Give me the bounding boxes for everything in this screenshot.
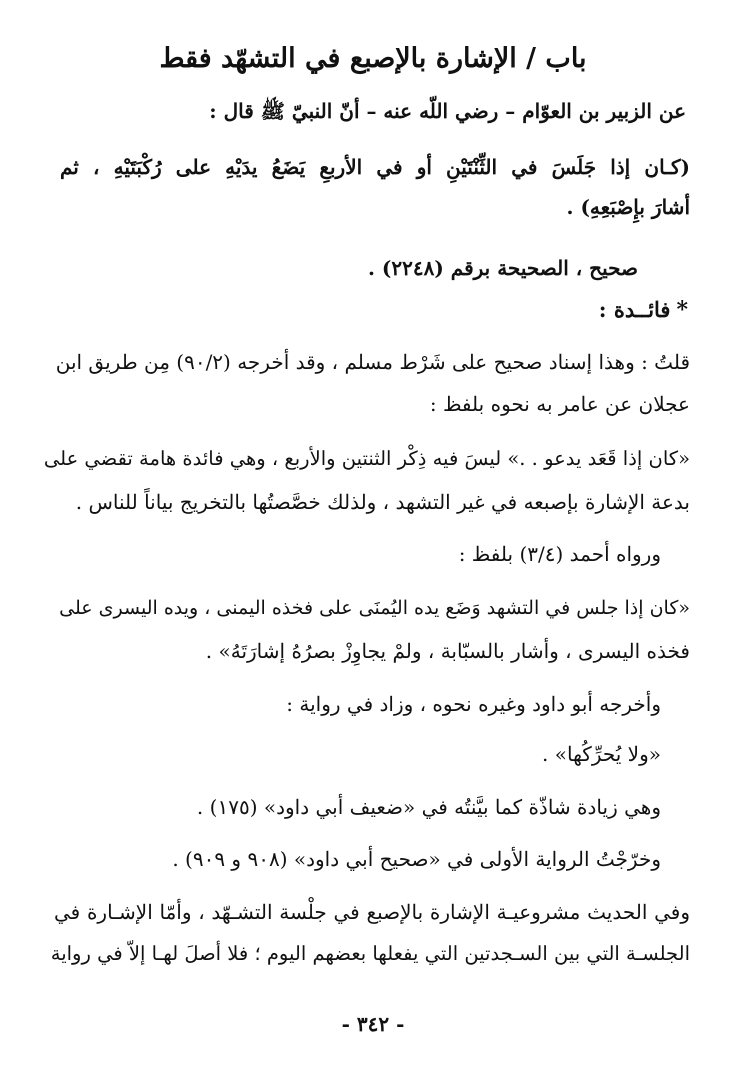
asterisk-icon: *: [676, 297, 688, 323]
hadith-text-line-2: أشارَ بإِصْبَعِهِ) .: [566, 195, 690, 219]
benefit-line: ورواه أحمد (٣/٤) بلفظ :: [458, 542, 661, 566]
chapter-title: باب / الإشارة بالإصبع في التشهّد فقط: [159, 43, 587, 74]
benefit-heading-row: [599, 296, 688, 324]
hadith-grading: صحيح ، الصحيحة برقم (٢٢٤٨) .: [367, 256, 638, 280]
page-number: - ٣٤٢ -: [341, 1012, 405, 1036]
benefit-line: «كان إذا قَعَد يدعو . .» ليسَ فيه ذِكْر الثنتين والأربع ، وهي فائدة هامة تقضي على: [43, 447, 690, 470]
benefit-line: عجلان عن عامر به نحوه بلفظ :: [429, 392, 690, 416]
benefit-line: وأخرجه أبو داود وغيره نحوه ، وزاد في رواية :: [286, 692, 661, 716]
benefit-line: بدعة الإشارة بإصبعه في غير التشهد ، ولذلك خصَّصتُها بالتخريج بياناً للناس .: [75, 490, 690, 514]
hadith-text-line-1: (كـان إذا جَلَسَ في الثِّنْتَيْنِ أو في الأربعِ يَضَعُ يدَيْهِ على رُكْبَتَيْهِ ، ثم: [60, 155, 690, 179]
benefit-line: فخذه اليسرى ، وأشار بالسبّابة ، ولمْ يجاوِزْ بصرُهُ إشارَتَهُ» .: [205, 639, 690, 663]
benefit-line: وفي الحديث مشروعيـة الإشارة بالإصبع في جلْسة التشـهّد ، وأمّا الإشـارة في: [54, 900, 690, 924]
benefit-line: قلتُ : وهذا إسناد صحيح على شَرْط مسلم ، وقد أخرجه (٩٠/٢) مِن طريق ابن: [55, 350, 690, 374]
benefit-line: وخرّجْتُ الرواية الأولى في «صحيح أبي داود» (٩٠٨ و ٩٠٩) .: [172, 847, 661, 871]
benefit-heading: فائــدة :: [598, 297, 671, 322]
benefit-line: وهي زيادة شاذّة كما بيَّنتُه في «ضعيف أبي داود» (١٧٥) .: [196, 795, 661, 819]
benefit-line: «كان إذا جلس في التشهد وَضَع يده اليُمنَى على فخذه اليمنى ، ويده اليسرى على: [59, 597, 690, 619]
benefit-line: الجلسـة التي بين السـجدتين التي يفعلها بعضهم اليوم ؛ فلا أصلَ لهـا إلاّ في رواية: [50, 942, 690, 965]
hadith-narrator-line: عن الزبير بن العوّام – رضي اللّه عنه – أنّ النبيّ ﷺ قال :: [209, 99, 686, 123]
benefit-line: «ولا يُحرِّكُها» .: [542, 742, 661, 766]
